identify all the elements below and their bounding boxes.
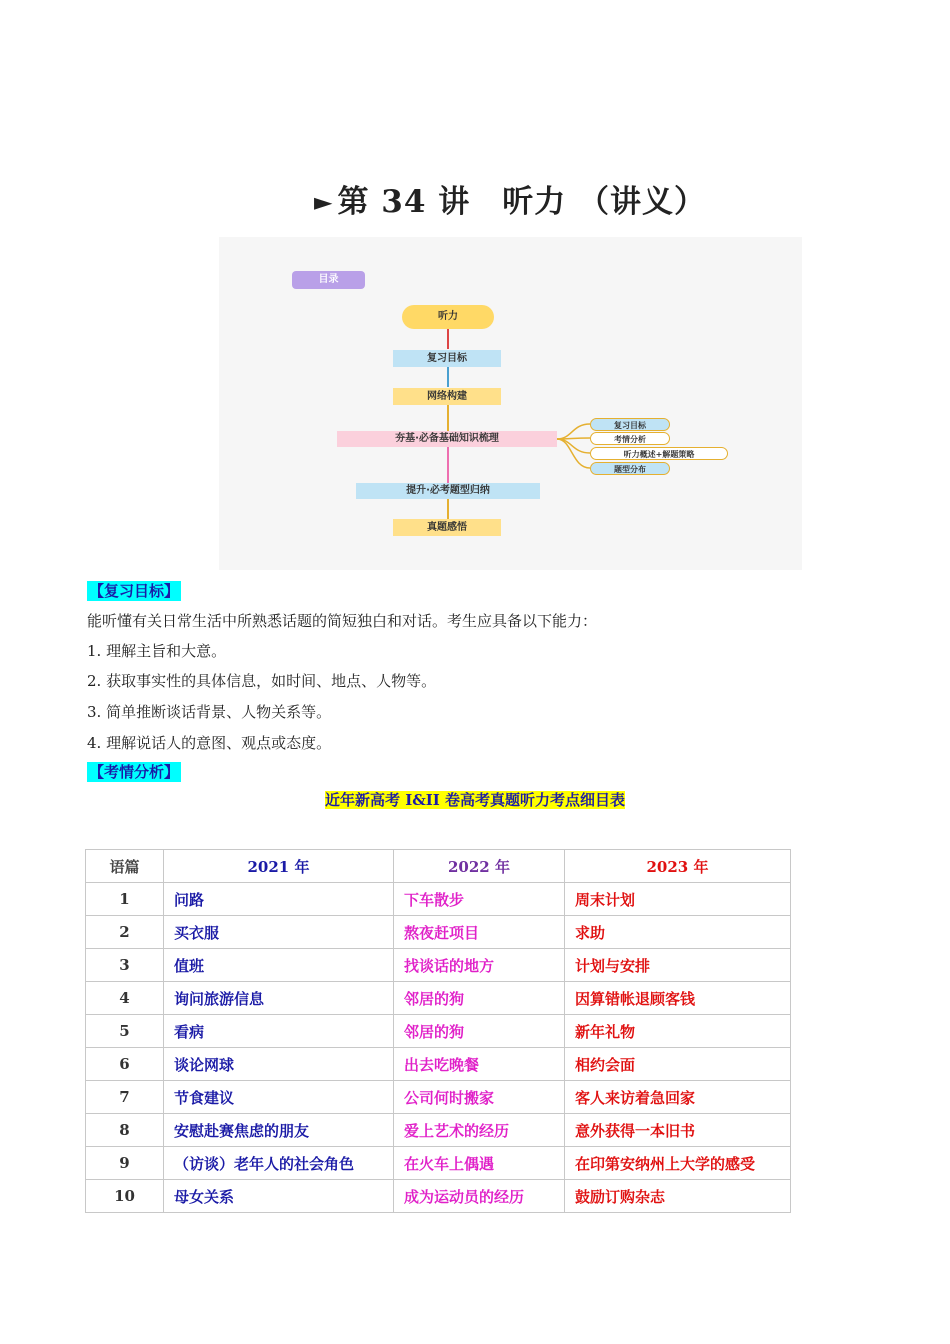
- table-cell: 鼓励订购杂志: [565, 1180, 791, 1213]
- table-cell: 周末计划: [565, 883, 791, 916]
- table-row: [86, 883, 791, 916]
- table-row: [86, 949, 791, 982]
- goals-intro: 能听懂有关日常生活中所熟悉话题的简短独白和对话。考生应具备以下能力：: [87, 612, 598, 630]
- table-cell: 母女关系: [164, 1180, 394, 1213]
- mindmap-connector: [447, 405, 449, 431]
- table-title-text: 近年新高考 I&II 卷高考真题听力考点细目表: [324, 791, 626, 809]
- table-row: [86, 1180, 791, 1213]
- mindmap-root-node: 听力: [402, 305, 494, 329]
- goal-item: 2. 获取事实性的具体信息，如时间、地点、人物等。: [87, 672, 437, 690]
- table-cell: 谈论网球: [164, 1048, 394, 1081]
- table-cell: 客人来访着急回家: [565, 1081, 791, 1114]
- header-cell: 2023 年: [565, 850, 791, 883]
- table-cell: 在印第安纳州上大学的感受: [565, 1147, 791, 1180]
- table-cell: 看病: [164, 1015, 394, 1048]
- mindmap-branch: 听力概述+解题策略: [590, 447, 728, 460]
- table-row: [86, 1015, 791, 1048]
- table-cell: 7: [86, 1081, 164, 1114]
- page-title: [0, 176, 950, 221]
- section-tag-exam-analysis: 【考情分析】: [89, 763, 180, 781]
- table-cell: 新年礼物: [565, 1015, 791, 1048]
- table-cell: 6: [86, 1048, 164, 1081]
- table-cell: 2: [86, 916, 164, 949]
- table-cell: 意外获得一本旧书: [565, 1114, 791, 1147]
- mindmap-branch: 考情分析: [590, 432, 670, 445]
- table-cell: 10: [86, 1180, 164, 1213]
- table-cell: 找谈话的地方: [394, 949, 565, 982]
- mindmap-connector: [447, 447, 449, 483]
- table-cell: 出去吃晚餐: [394, 1048, 565, 1081]
- mindmap-contents-label: 目录: [292, 271, 365, 289]
- table-cell: 节食建议: [164, 1081, 394, 1114]
- table-cell: 在火车上偶遇: [394, 1147, 565, 1180]
- table-row: [86, 1048, 791, 1081]
- table-cell: 计划与安排: [565, 949, 791, 982]
- header-cell: 2022 年: [394, 850, 565, 883]
- table-cell: 下车散步: [394, 883, 565, 916]
- mindmap-branch-connectors: [557, 417, 592, 477]
- table-cell: 买衣服: [164, 916, 394, 949]
- table-cell: 邻居的狗: [394, 982, 565, 1015]
- table-row: [86, 1114, 791, 1147]
- table-cell: 成为运动员的经历: [394, 1180, 565, 1213]
- mindmap-branch: 复习目标: [590, 418, 670, 431]
- section-tag-review-goals: 【复习目标】: [89, 582, 180, 600]
- table-cell: 爱上艺术的经历: [394, 1114, 565, 1147]
- goal-item: 4. 理解说话人的意图、观点或态度。: [87, 734, 332, 752]
- table-cell: 公司何时搬家: [394, 1081, 565, 1114]
- table-title: [0, 790, 950, 810]
- header-cell: 2021 年: [164, 850, 394, 883]
- table-cell: （访谈）老年人的社会角色: [164, 1147, 394, 1180]
- table-row: [86, 1147, 791, 1180]
- mindmap-connector: [447, 329, 449, 349]
- mindmap-connector: [447, 367, 449, 387]
- table-cell: 8: [86, 1114, 164, 1147]
- goal-item: 1. 理解主旨和大意。: [87, 642, 227, 660]
- mindmap-node: 真题感悟: [393, 519, 501, 536]
- table-row: [86, 916, 791, 949]
- table-cell: 1: [86, 883, 164, 916]
- table-cell: 因算错帐退顾客钱: [565, 982, 791, 1015]
- table-cell: 邻居的狗: [394, 1015, 565, 1048]
- table-row: [86, 982, 791, 1015]
- mindmap-node: 网络构建: [393, 388, 501, 405]
- mindmap-figure: [219, 237, 802, 570]
- mindmap-connector: [447, 499, 449, 519]
- goal-item: 3. 简单推断谈话背景、人物关系等。: [87, 703, 332, 721]
- table-cell: 安慰赴赛焦虑的朋友: [164, 1114, 394, 1147]
- table-cell: 问路: [164, 883, 394, 916]
- table-cell: 3: [86, 949, 164, 982]
- table-cell: 9: [86, 1147, 164, 1180]
- table-cell: 值班: [164, 949, 394, 982]
- table-cell: 熬夜赶项目: [394, 916, 565, 949]
- table-cell: 求助: [565, 916, 791, 949]
- header-cell: 语篇: [86, 850, 164, 883]
- table-row: [86, 1081, 791, 1114]
- mindmap-branch: 题型分布: [590, 462, 670, 475]
- table-header-row: [86, 850, 791, 883]
- table-cell: 询问旅游信息: [164, 982, 394, 1015]
- mindmap-node: 夯基·必备基础知识梳理: [337, 431, 557, 447]
- table-cell: 5: [86, 1015, 164, 1048]
- mindmap-node: 提升·必考题型归纳: [356, 483, 540, 499]
- table-cell: 相约会面: [565, 1048, 791, 1081]
- mindmap-node: 复习目标: [393, 350, 501, 367]
- table-cell: 4: [86, 982, 164, 1015]
- triangle-marker-icon: ►: [314, 187, 334, 216]
- page-title-text: 第 34 讲 听力 （讲义）: [337, 184, 706, 220]
- exam-topics-table: [85, 849, 791, 1213]
